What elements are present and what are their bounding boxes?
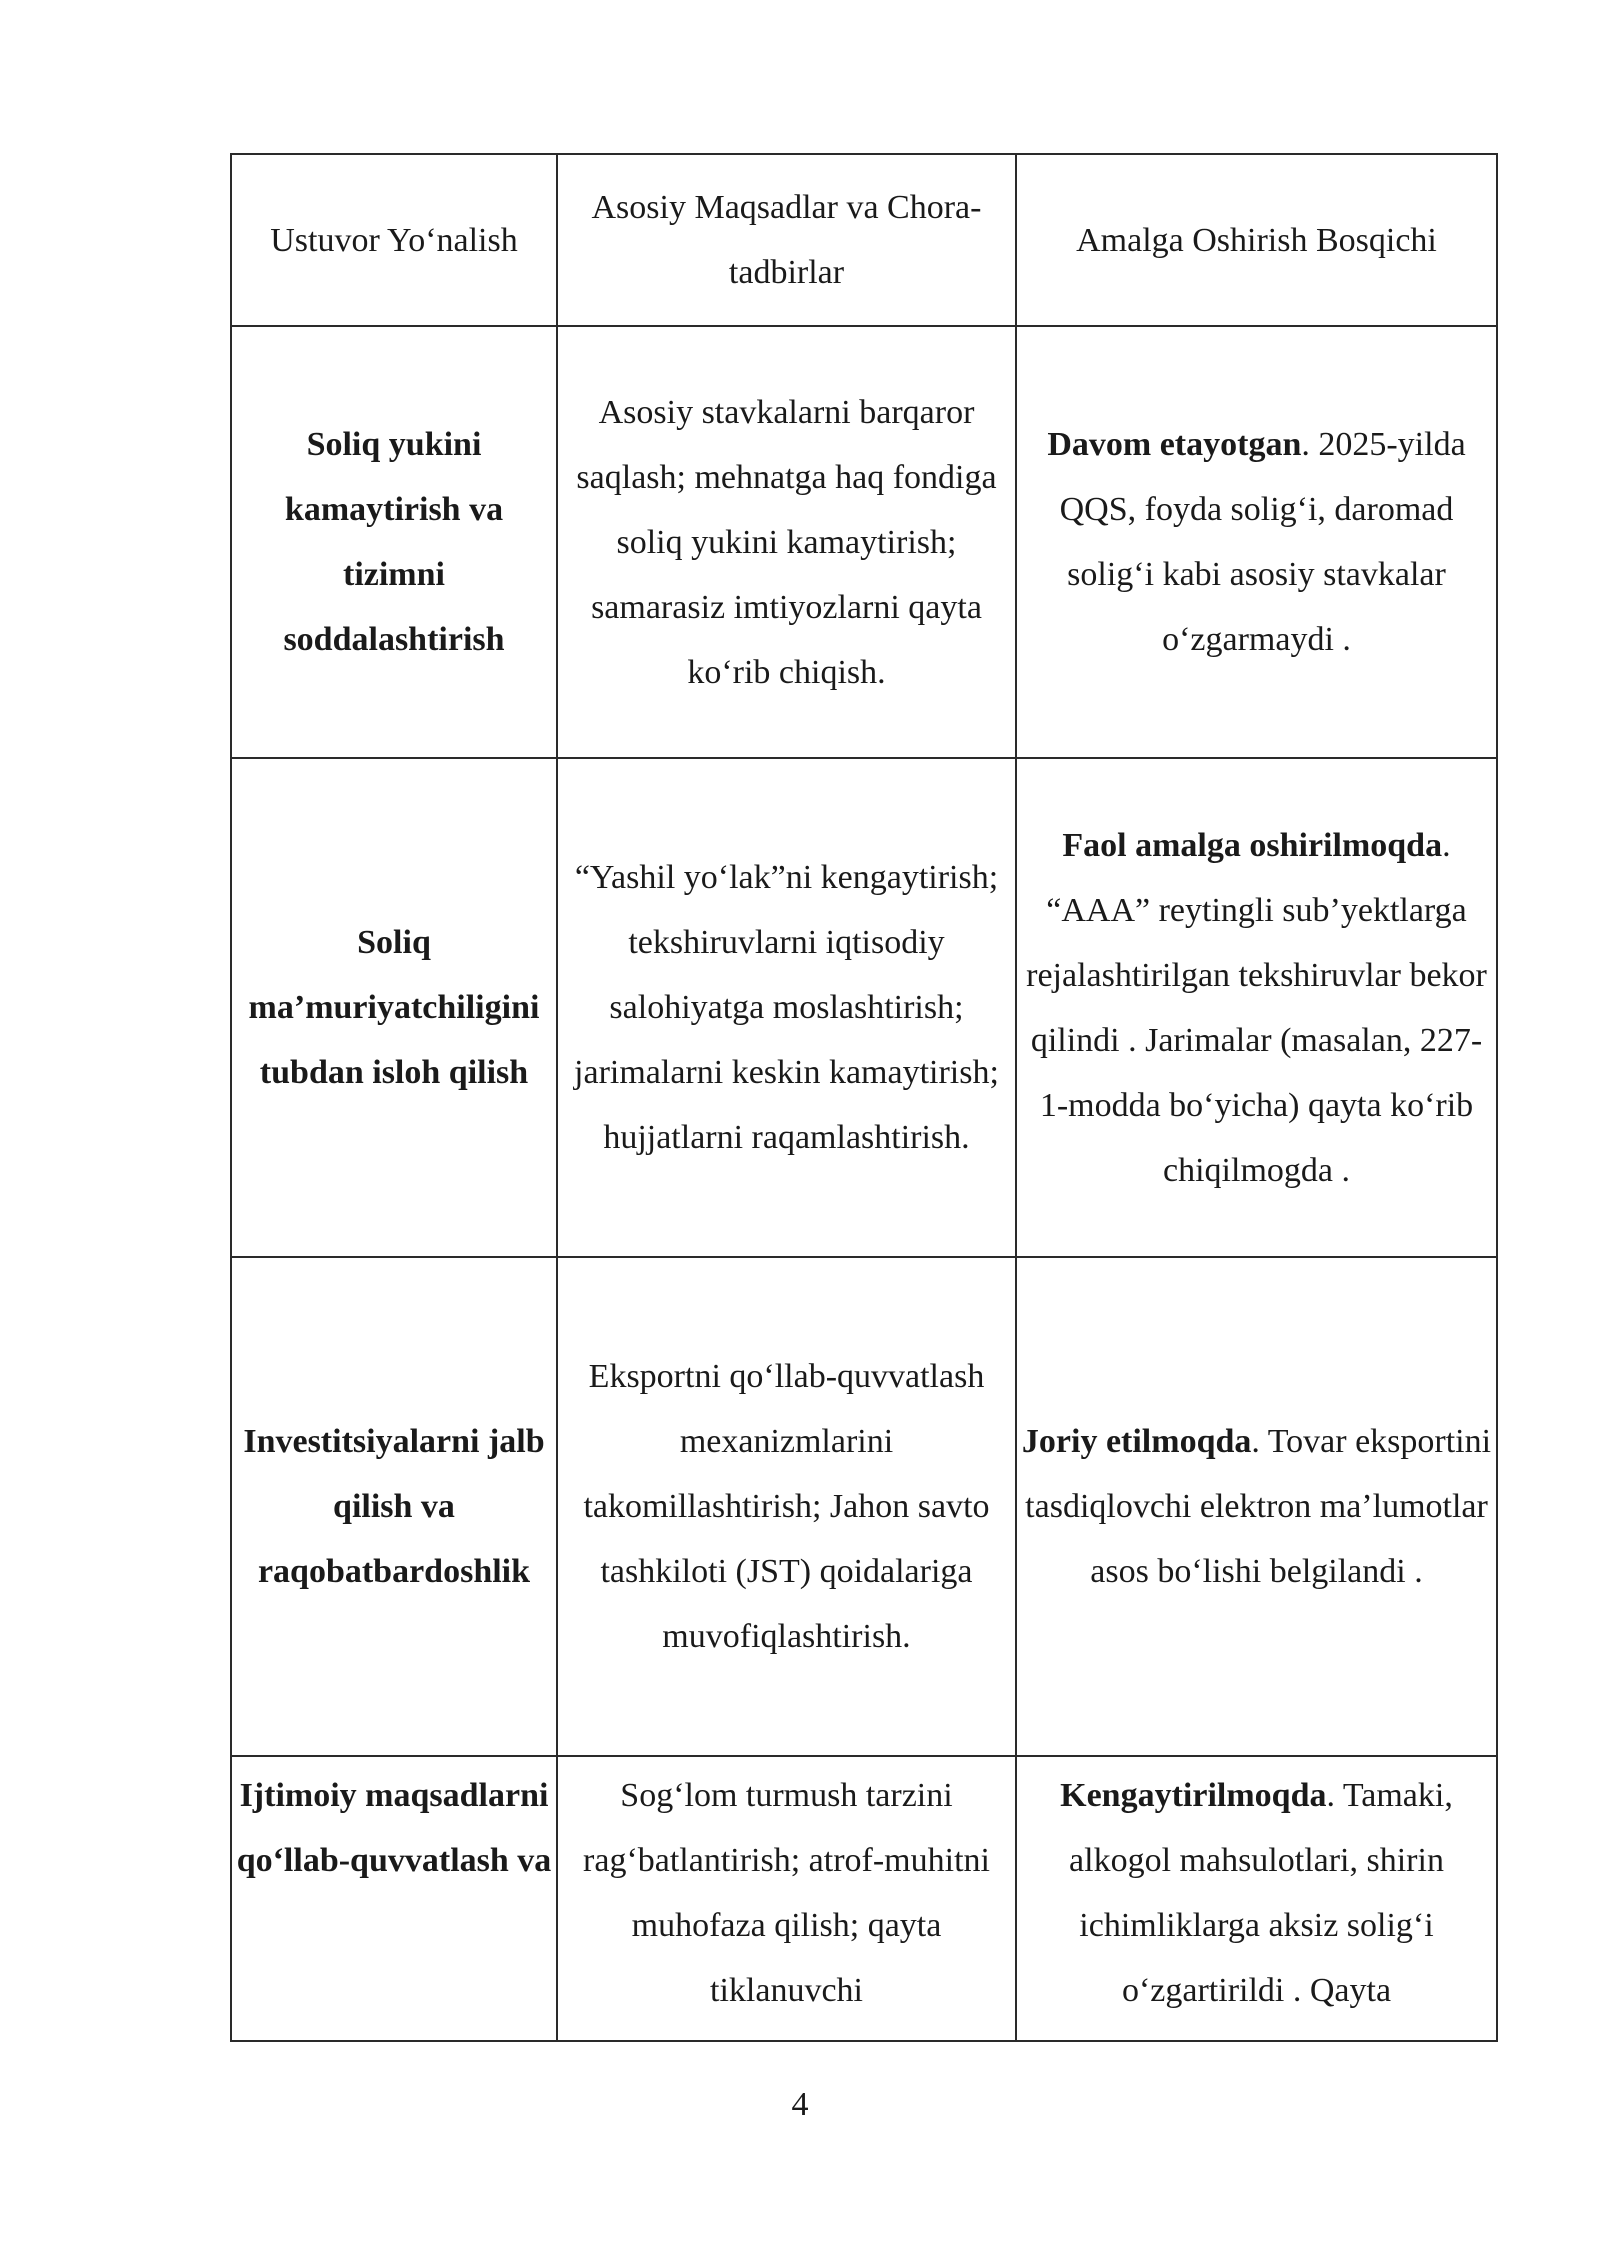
status-detail: . Tovar eksportini tasdiqlovchi elektron ma’lumotlar asos bo‘lishi belgilandi . <box>1025 1423 1492 1590</box>
status-label: Davom etayotgan <box>1047 426 1302 463</box>
table-header-row <box>231 154 1497 326</box>
reform-table <box>230 153 1498 2042</box>
status-label: Kengaytirilmoqda <box>1060 1777 1327 1814</box>
status-cell <box>1016 758 1497 1257</box>
direction-cell: Ijtimoiy maqsadlarni qo‘llab-quvvatlash va <box>231 1756 557 2041</box>
table-row <box>231 1756 1497 2041</box>
direction-cell: Investitsiyalarni jalb qilish va raqobatbardoshlik <box>231 1257 557 1756</box>
status-cell <box>1016 1756 1497 2041</box>
status-label: Joriy etilmoqda <box>1021 1423 1252 1460</box>
status-label: Faol amalga oshirilmoqda <box>1062 826 1443 864</box>
page-number: 4 <box>791 2086 809 2123</box>
goals-cell: Asosiy stavkalarni barqaror saqlash; mehnatga haq fondiga soliq yukini kamaytirish; samarasiz imtiyozlarni qayta ko‘rib chiqish. <box>557 326 1016 758</box>
goals-cell: “Yashil yo‘lak”ni kengaytirish; tekshiruvlarni iqtisodiy salohiyatga moslashtirish; jarimalarni keskin kamaytirish; hujjatlarni raqamlashtirish. <box>557 758 1016 1257</box>
direction-cell: Soliq yukini kamaytirish va tizimni soddalashtirish <box>231 326 557 758</box>
table-row <box>231 1257 1497 1756</box>
status-detail: . 2025-yilda QQS, foyda solig‘i, daromad solig‘i kabi asosiy stavkalar o‘zgarmaydi . <box>1059 426 1466 658</box>
status-cell <box>1016 1257 1497 1756</box>
status-detail: . Tamaki, alkogol mahsulotlari, shirin ichimliklarga aksiz solig‘i o‘zgartirildi . Qayta <box>1069 1777 1453 2009</box>
direction-cell: Soliq ma’muriyatchiligini tubdan isloh qilish <box>231 758 557 1257</box>
goals-cell: Eksportni qo‘llab-quvvatlash mexanizmlarini takomillashtirish; Jahon savto tashkiloti (JST) qoidalariga muvofiqlashtirish. <box>557 1257 1016 1756</box>
goals-cell: Sog‘lom turmush tarzini rag‘batlantirish; atrof-muhitni muhofaza qilish; qayta tiklanuvchi <box>557 1756 1016 2041</box>
table-row <box>231 326 1497 758</box>
status-cell <box>1016 326 1497 758</box>
table-row <box>231 758 1497 1257</box>
header-direction: Ustuvor Yo‘nalish <box>231 154 557 326</box>
status-detail: . “AAA” reytingli sub’yektlarga rejalashtirilgan tekshiruvlar bekor qilindi . Jarimalar (masalan, 227-1-modda bo‘yicha) qayta ko‘rib chiqilmogda . <box>1026 826 1487 1189</box>
header-status: Amalga Oshirish Bosqichi <box>1016 154 1497 326</box>
header-goals: Asosiy Maqsadlar va Chora-tadbirlar <box>557 154 1016 326</box>
